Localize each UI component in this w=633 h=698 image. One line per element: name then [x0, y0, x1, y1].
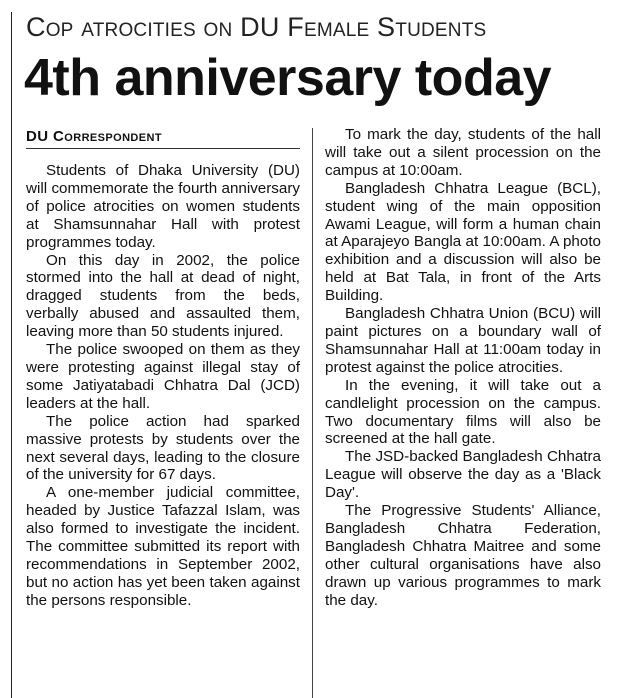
column-divider: [312, 128, 313, 698]
paragraph: The police swooped on them as they were protesting against illegal stay of some Jatiyatabadi Chhatra Dal (JCD) leaders at the hall.: [26, 341, 300, 412]
paragraph: A one-member judicial committee, headed by Justice Tafazzal Islam, was also formed to investigate the incident. The committee submitted its report with recommendations in September 2002, but no action has yet been taken against the persons responsible.: [26, 484, 300, 609]
article-byline: DU Correspondent: [26, 128, 162, 145]
left-column: [26, 0, 300, 698]
paragraph: In the evening, it will take out a candlelight procession on the campus. Two documentary films will also be screened at the hall gate.: [325, 376, 601, 448]
left-column-body: [26, 162, 300, 610]
paragraph: Students of Dhaka University (DU) will commemorate the fourth anniversary of police atrocities on women students at Shamsunnahar Hall with protest programmes today.: [26, 162, 300, 251]
left-border-rule: [11, 12, 12, 698]
paragraph: The Progressive Students' Alliance, Bangladesh Chhatra Federation, Bangladesh Chhatra Maitree and some other cultural organisations have also drawn up various programmes to mark the day.: [325, 502, 601, 609]
paragraph: The police action had sparked massive protests by students over the next several days, leading to the closure of the university for 67 days.: [26, 412, 300, 484]
paragraph: On this day in 2002, the police stormed into the hall at dead of night, dragged students from the beds, verbally abused and assaulted them, leaving more than 50 students injured.: [26, 251, 300, 341]
paragraph: To mark the day, students of the hall will take out a silent procession on the campus at 10:00am.: [325, 126, 601, 179]
article-kicker: Cop atrocities on DU Female Students: [26, 12, 487, 42]
paragraph: The JSD-backed Bangladesh Chhatra League will observe the day as a 'Black Day'.: [325, 448, 601, 502]
right-column-body: [325, 126, 601, 609]
right-column: [325, 0, 601, 698]
paragraph: Bangladesh Chhatra League (BCL), student wing of the main opposition Awami League, will form a human chain at Aparajeyo Bangla at 10:00am. A photo exhibition and a discussion will also be held at Bat Tala, in front of the Arts Building.: [325, 179, 601, 305]
article-headline: 4th anniversary today: [24, 49, 552, 107]
paragraph: Bangladesh Chhatra Union (BCU) will paint pictures on a boundary wall of Shamsunnahar Hall at 11:00am today in protest against the police atrocities.: [325, 305, 601, 376]
